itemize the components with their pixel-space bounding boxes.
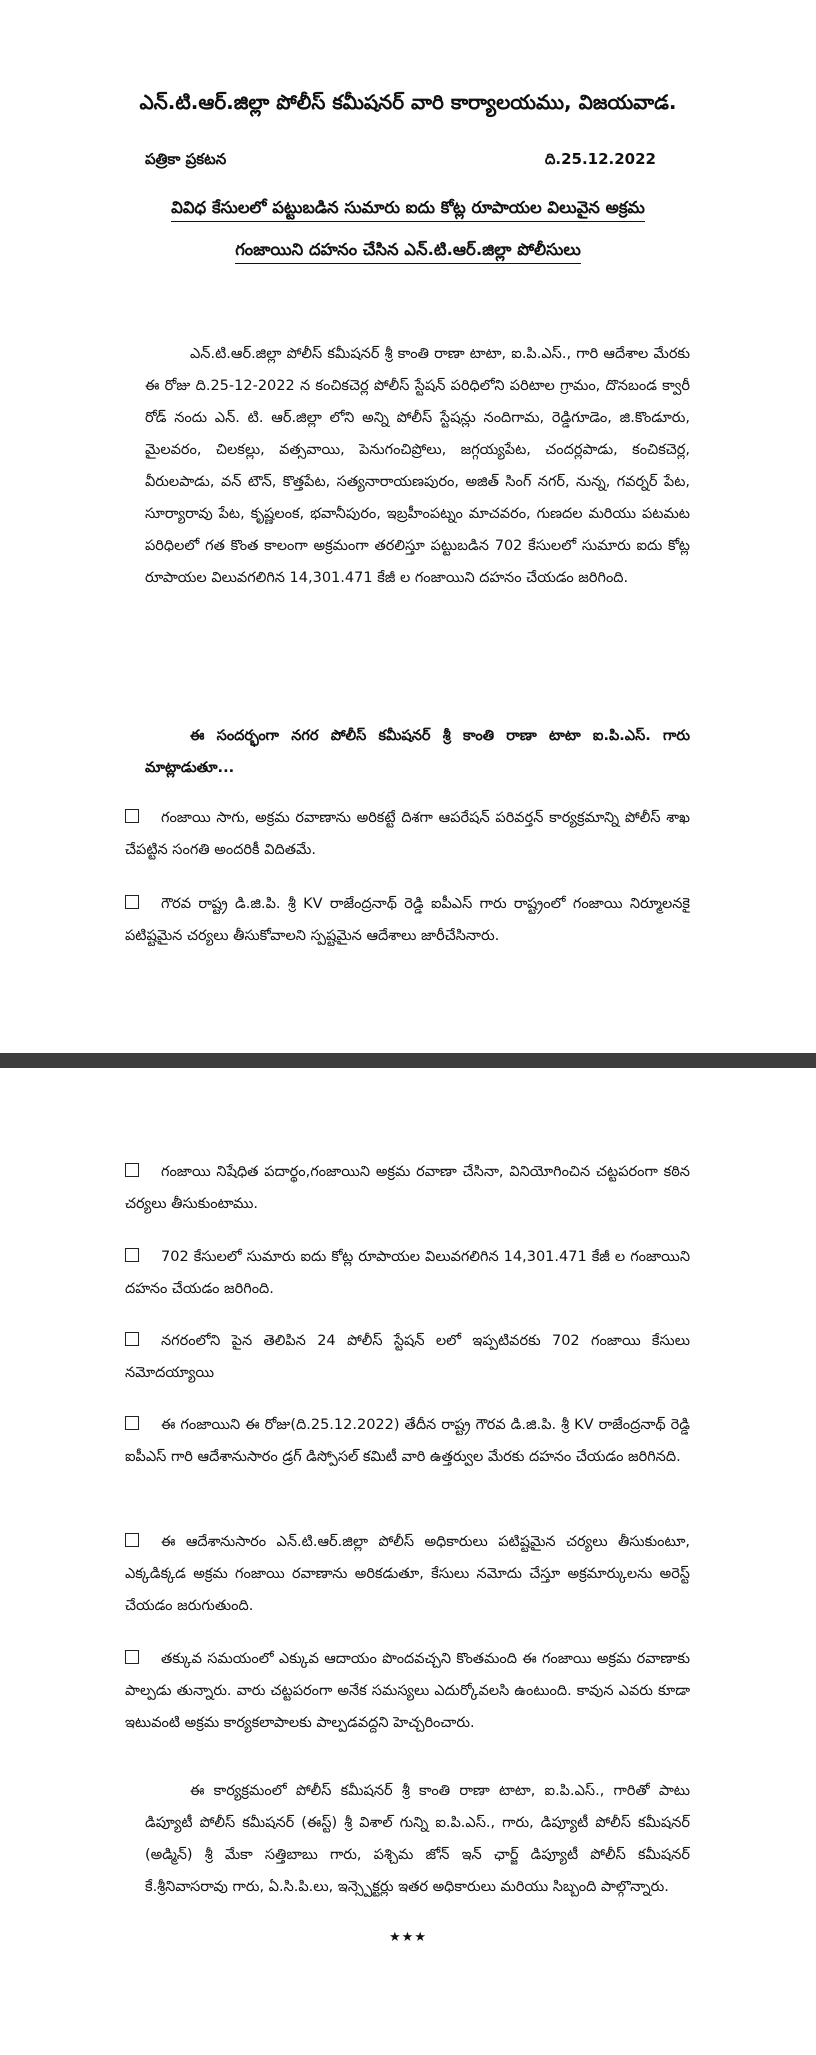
bullet-text: ఈ గంజాయిని ఈ రోజు(ది.25.12.2022) తేదీన రాష్ట్ర గౌరవ డి.జి.పి. శ్రీ KV రాజేంద్రనాథ్ రెడ్డి ఐపీఎస్ గారి ఆదేశానుసారం డ్రగ్ డిస్పోసల్ కమిటీ వారి ఉత్తర్వుల మేరకు దహనం చేయడం జరిగినది.: [125, 1417, 690, 1465]
bullet-text: నగరంలోని పైన తెలిపిన 24 పోలీస్ స్టేషన్ లలో ఇప్పటివరకు 702 గంజాయి కేసులు నమోదయ్యాయి: [125, 1333, 690, 1381]
page-divider: [0, 1053, 816, 1068]
bullet-item: [125, 1325, 690, 1389]
press-release-label: పత్రికా ప్రకటన: [145, 150, 227, 168]
bullet-item: [125, 1409, 690, 1473]
end-stars: ★★★: [389, 1930, 427, 1945]
checkbox-square-icon: [125, 895, 139, 909]
intro-paragraph: ఎన్.టి.ఆర్.జిల్లా పోలీస్ కమీషనర్ శ్రీ కాంతి రాణా టాటా, ఐ.పి.ఎస్., గారి ఆదేశాల మేరకు ఈ రోజు ది.25-12-2022 న కంచికచెర్ల పోలీస్ స్టేషన్ పరిధిలోని పరిటాల గ్రామం, దొనబండ క్వారీ రోడ్ నందు ఎన్. టి. ఆర్.జిల్లా లోని అన్ని పోలీస్ స్టేషన్లు నందిగామ, రెడ్డిగూడెం, జి.కొండూరు, మైలవరం, చిలకల్లు, వత్సవాయి, పెనుగంచిప్రోలు, జగ్గయ్యపేట, చందర్లపాడు, కంచికచెర్ల, వీరులపాడు, వన్ టౌన్, కొత్తపేట, సత్యనారాయణపురం, అజిత్ సింగ్ నగర్, నున్న, గవర్నర్ పేట, సూర్యారావు పేట, కృష్ణలంక, భవానీపురం, ఇబ్రహీంపట్నం మాచవరం, గుణదల మరియు పటమట పరిధిలలో గత కొంత కాలంగా అక్రమంగా తరలిస్తూ పట్టుబడిన 702 కేసులలో సుమారు ఐదు కోట్ల రూపాయల విలువగలిగిన 14,301.471 కేజీ ల గంజాయిని దహనం చేయడం జరిగింది.: [145, 346, 690, 586]
release-date: ది.25.12.2022: [544, 150, 656, 168]
office-title: ఎన్.టి.ఆర్.జిల్లా పోలీస్ కమీషనర్ వారి కార్యాలయము, విజయవాడ.: [139, 90, 677, 114]
bullet-item: [125, 1241, 690, 1305]
bullet-text: 702 కేసులలో సుమారు ఐదు కోట్ల రూపాయల విలువగలిగిన 14,301.471 కేజీ ల గంజాయిని దహనం చేయడం జరిగింది.: [125, 1249, 690, 1297]
bullet-item: [125, 1156, 690, 1220]
headline-line-2-text: గంజాయిని దహనం చేసిన ఎన్.టి.ఆర్.జిల్లా పోలీసులు: [235, 240, 581, 264]
bullet-text: గౌరవ రాష్ట్ర డి.జి.పి. శ్రీ KV రాజేంద్రనాథ్ రెడ్డి ఐపీఎస్ గారు రాష్ట్రంలో గంజాయి నిర్మూలనకై పటిష్టమైన చర్యలు తీసుకోవాలని స్పష్టమైన ఆదేశాలు జారీచేసినారు.: [125, 896, 690, 944]
bullet-text: ఈ ఆదేశానుసారం ఎన్.టి.ఆర్.జిల్లా పోలీస్ అధికారులు పటిష్టమైన చర్యలు తీసుకుంటూ, ఎక్కడిక్కడ అక్రమ గంజాయి రవాణాను అరికడుతూ, కేసులు నమోదు చేస్తూ అక్రమార్కులను అరెస్ట్ చేయడం జరుగుతుంది.: [125, 1534, 690, 1614]
bullet-item: [125, 802, 690, 866]
checkbox-square-icon: [125, 1163, 139, 1177]
checkbox-square-icon: [125, 1248, 139, 1262]
bullet-item: [125, 1526, 690, 1622]
checkbox-square-icon: [125, 1416, 139, 1430]
bullet-text: తక్కువ సమయంలో ఎక్కువ ఆదాయం పొందవచ్చని కొంతమంది ఈ గంజాయి అక్రమ రవాణాకు పాల్పడు తున్నారు. వారు చట్టపరంగా అనేక సమస్యలు ఎదుర్కోవలసి ఉంటుంది. కావున ఎవరు కూడా ఇటువంటి అక్రమ కార్యకలాపాలకు పాల్పడవద్దని హెచ్చరించారు.: [125, 1651, 690, 1731]
checkbox-square-icon: [125, 1650, 139, 1664]
closing-paragraph: ఈ కార్యక్రమంలో పోలీస్ కమీషనర్ శ్రీ కాంతి రాణా టాటా, ఐ.పి.ఎస్., గారితో పాటు డిప్యూటీ పోలీస్ కమీషనర్ (ఈస్ట్) శ్రీ విశాల్ గున్ని ఐ.పి.ఎస్., గారు, డిప్యూటీ పోలీస్ కమీషనర్ (అడ్మిన్) శ్రీ మేకా సత్తిబాబు గారు, పశ్చిమ జోన్ ఇన్ ఛార్జ్ డిప్యూటీ పోలీస్ కమీషనర్ కే.శ్రీనివాసరావు గారు, ఏ.సి.పి.లు, ఇన్స్పెక్టర్లు ఇతర అధికారులు మరియు సిబ్బంది పాల్గొన్నారు.: [145, 1783, 690, 1895]
checkbox-square-icon: [125, 1533, 139, 1547]
speech-intro: ఈ సందర్భంగా నగర పోలీస్ కమీషనర్ శ్రీ కాంతి రాణా టాటా ఐ.పి.ఎస్. గారు మాట్లాడుతూ...: [145, 728, 690, 776]
headline-line-2: [0, 240, 816, 263]
headline-line-1: [0, 198, 816, 221]
checkbox-square-icon: [125, 809, 139, 823]
bullet-text: గంజాయి సాగు, అక్రమ రవాణాను అరికట్టే దిశగా ఆపరేషన్ పరివర్తన్ కార్యక్రమాన్ని పోలీస్ శాఖ చేపట్టిన సంగతి అందరికీ విదితమే.: [125, 810, 690, 858]
bullet-item: [125, 1643, 690, 1739]
checkbox-square-icon: [125, 1332, 139, 1346]
bullet-item: [125, 888, 690, 952]
bullet-text: గంజాయి నిషేధిత పదార్థం,గంజాయిని అక్రమ రవాణా చేసినా, వినియోగించిన చట్టపరంగా కఠిన చర్యలు తీసుకుంటాము.: [125, 1164, 690, 1212]
headline-line-1-text: వివిధ కేసులలో పట్టుబడిన సుమారు ఐదు కోట్ల రూపాయల విలువైన అక్రమ: [171, 198, 645, 222]
